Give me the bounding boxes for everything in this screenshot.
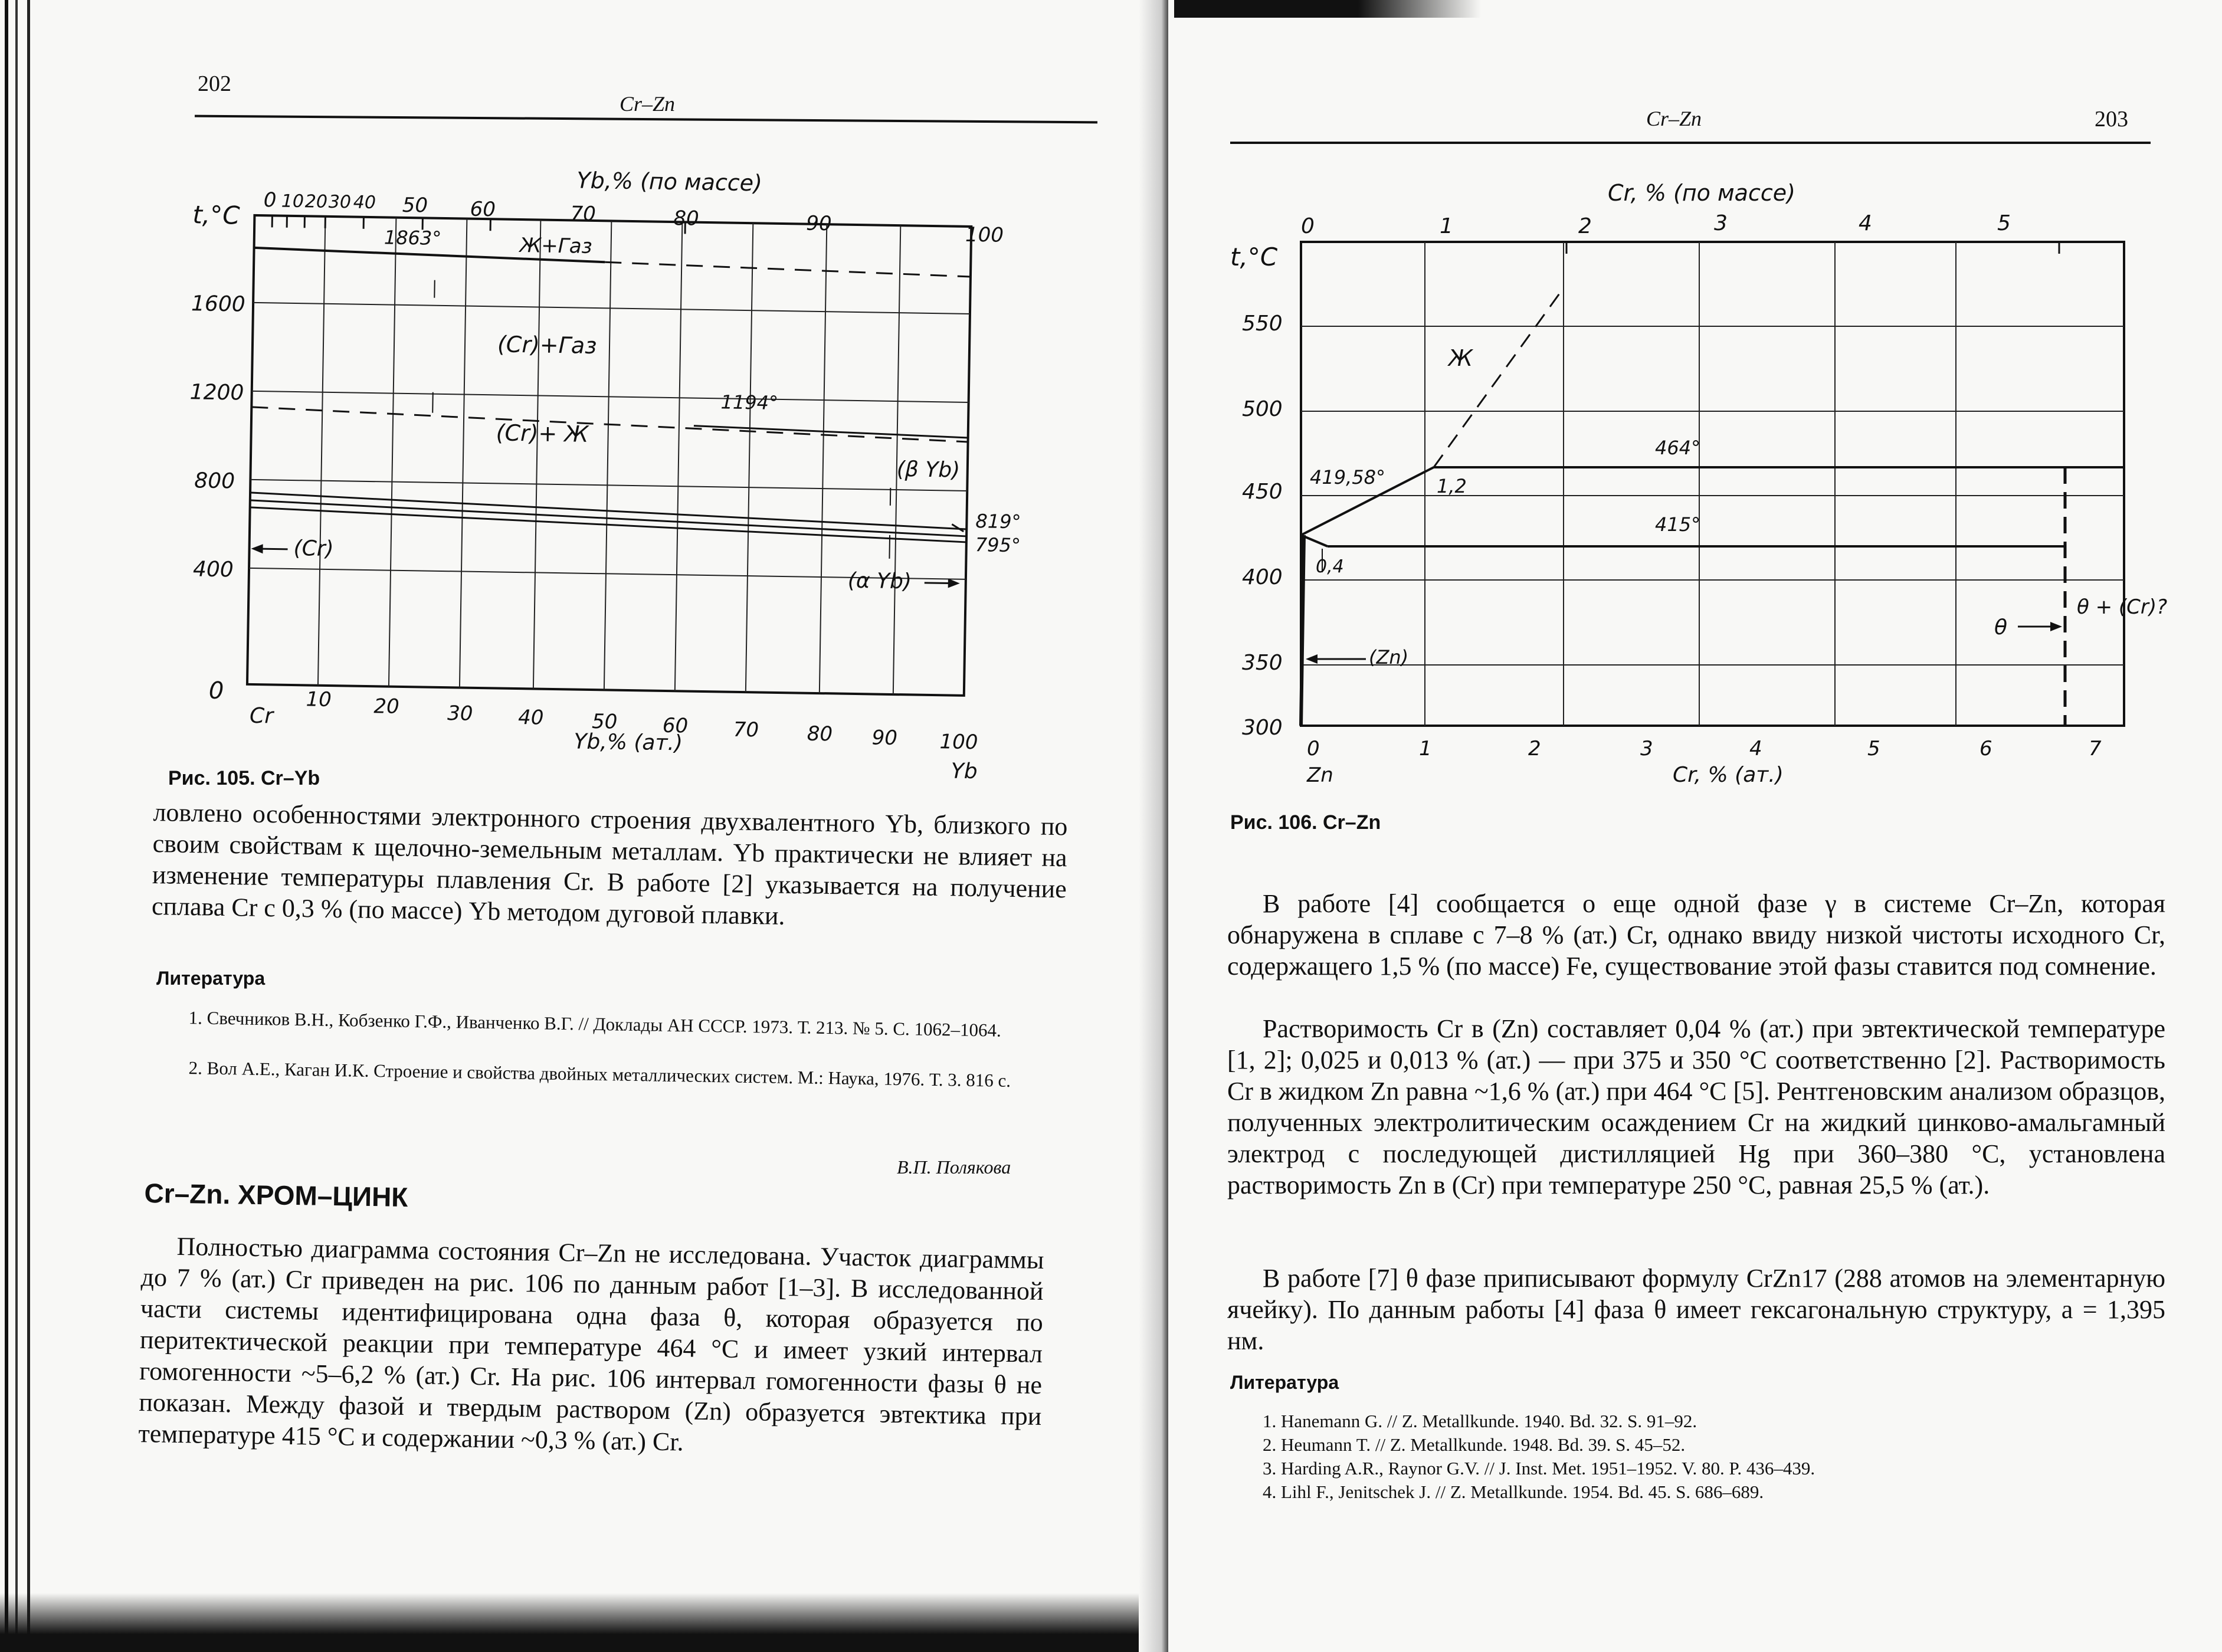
bottom-tick: 10 (306, 687, 332, 712)
page-edge-line (5, 0, 8, 1652)
y-axis-label: t,°C (192, 200, 240, 230)
y-tick-400: 400 (1242, 565, 1283, 589)
alpha-yb-line (250, 500, 967, 536)
references-heading: Литература (156, 968, 266, 989)
bottom-tick: 50 (591, 710, 618, 734)
reference-item: 2. Вол А.Е., Каган И.К. Строение и свойства двойных металлических систем. М.: Наука, 1976. Т. 3. 816 с. (188, 1057, 1011, 1091)
page-edge-line (15, 0, 18, 1652)
label-464: 464° (1655, 437, 1701, 459)
body-paragraph: Растворимость Cr в (Zn) составляет 0,04 % (ат.) при эвтектической температуре [1, 2]; 0,025 и 0,013 % (ат.) — при 375 и 350 °С соответственно [2]. Растворимость Cr в жидком Zn равна ~1,6 % (ат.) при 464 °С [5]. Рентгеновским анализом образцов, полученных электролитическим осаждением Cr на жидкий цинково-амальгамный электрод с последующей дистилляцией Hg при 360–380 °С, установлена растворимость Zn в (Cr) при температуре 250 °С, равная 25,5 % (ат.). (1227, 1014, 2165, 1199)
bottom-axis-label: Yb,% (ат.) (573, 729, 683, 756)
top-tick: 20 (304, 191, 328, 212)
left-element-label: Cr (249, 703, 274, 729)
bottom-tick: 60 (662, 713, 689, 738)
bottom-tick: 30 (447, 702, 473, 726)
plot-frame (247, 215, 971, 696)
label-theta-cr: θ + (Cr)? (2077, 595, 2168, 619)
bottom-tick: 70 (733, 717, 759, 742)
page-edge-line (27, 0, 30, 1652)
header-rule (1230, 142, 2151, 144)
bottom-tick: 2 (1528, 737, 1541, 761)
top-tick: 3 (1714, 211, 1728, 235)
y-tick-400: 400 (192, 557, 234, 582)
reference-item: 3. Harding A.R., Raynor G.V. // J. Inst. Met. 1951–1952. V. 80. P. 436–439. (1263, 1458, 1815, 1479)
bottom-tick: 1 (1419, 737, 1432, 761)
y-tick-0: 0 (208, 677, 224, 705)
y-tick-450: 450 (1242, 480, 1283, 504)
label-theta: θ (1994, 615, 2008, 640)
right-element-label: Yb (951, 759, 978, 784)
top-tick: 0 (263, 188, 277, 212)
top-tick: 100 (965, 222, 1004, 247)
top-tick: 40 (353, 192, 376, 214)
label-cr-gas: (Cr)+Газ (497, 331, 597, 359)
left-element-label: Zn (1307, 763, 1333, 785)
top-tick: 50 (402, 193, 428, 218)
top-tick: 90 (806, 211, 832, 236)
label-795: 795° (975, 533, 1021, 557)
y-axis-label: t,°C (1230, 242, 1278, 271)
bottom-tick: 3 (1640, 737, 1653, 761)
bottom-tick: 80 (807, 722, 833, 746)
scan-shadow (1174, 0, 1481, 18)
label-zn-phase: (Zn) (1369, 646, 1409, 668)
bottom-tick: 5 (1867, 737, 1880, 761)
section-paragraph: Полностью диаграмма состояния Cr–Zn не исследована. Участок диаграммы до 7 % (ат.) Cr приведен на рис. 106 по данным работ [1–3]. В исследованной части системы идентифицирована одна фаза θ, которая образуется по перитектической реакции при температуре 464 °С и имеет узкий интервал гомогенности ~5–6,2 % (ат.) Cr. На рис. 106 интервал гомогенности фазы θ не показан. Между фазой и твердым раствором (Zn) образуется эвтектика при температуре 415 °С и содержании ~0,3 % (ат.) Cr. (138, 1231, 1044, 1457)
label-1194: 1194° (720, 391, 779, 414)
bottom-tick: 7 (2089, 737, 2102, 761)
label-cr-phase: (Cr) (293, 536, 334, 562)
top-tick: 60 (470, 197, 496, 222)
top-tick: 30 (328, 191, 352, 213)
reference-item: 4. Lihl F., Jenitschek J. // Z. Metallkunde. 1954. Bd. 45. S. 686–689. (1263, 1481, 1764, 1502)
label-419: 419,58° (1310, 466, 1385, 489)
bottom-tick: 100 (939, 730, 978, 755)
label-cr-liquid: (Cr)+ Ж (496, 419, 589, 447)
y-tick-350: 350 (1242, 651, 1283, 675)
references-heading: Литература (1230, 1372, 1339, 1393)
label-0-4: 0,4 (1316, 556, 1344, 577)
reference-item: 1. Hanemann G. // Z. Metallkunde. 1940. Bd. 32. S. 91–92. (1263, 1411, 1697, 1431)
bottom-tick: 40 (517, 706, 544, 730)
label-1863: 1863° (384, 226, 442, 250)
y-tick-1600: 1600 (191, 291, 246, 317)
cr-liquidus-dashed (251, 407, 968, 442)
reference-item: 1. Свечников В.Н., Кобзенко Г.Ф., Иванченко В.Г. // Доклады АН СССР. 1973. Т. 213. № 5. С. 1062–1064. (188, 1007, 1002, 1041)
page-number: 203 (2095, 107, 2128, 132)
figure-106-caption: Рис. 106. Cr–Zn (1230, 811, 1381, 834)
y-tick-500: 500 (1242, 397, 1283, 421)
figure-105-diagram (189, 165, 1074, 785)
label-beta-yb: (β Yb) (896, 457, 961, 483)
top-tick: 0 (1301, 214, 1315, 238)
bottom-shadow (0, 1593, 1168, 1652)
top-tick: 4 (1859, 211, 1872, 235)
figure-105-caption: Рис. 105. Cr–Yb (168, 767, 320, 789)
label-liquid-gas: Ж+Газ (519, 233, 592, 258)
bottom-axis-label: Cr, % (ат.) (1673, 763, 1784, 785)
label-819: 819° (975, 510, 1021, 533)
y-tick-800: 800 (194, 468, 235, 494)
boiling-line-dashed (605, 262, 971, 277)
y-tick-1200: 1200 (189, 380, 244, 405)
label-alpha-yb: (α Yb) (847, 568, 912, 594)
body-paragraph: В работе [7] θ фазе приписывают формулу CrZn17 (288 атомов на элементарную ячейку). По данным работы [4] фаза θ имеет гексагональную структуру, a = 1,395 нм. (1227, 1264, 2165, 1355)
bottom-tick: 4 (1749, 737, 1762, 761)
bottom-tick: 6 (1980, 737, 1992, 761)
body-paragraph: ловлено особенностями электронного строения двухвалентного Yb, близкого по своим свойствам к щелочно-земельным металлам. Yb практически не влияет на изменение температуры плавления Cr. В работе [2] указывается на получение сплава Cr с 0,3 % (по массе) Yb методом дуговой плавки. (151, 797, 1068, 930)
right-page (1168, 0, 2222, 1652)
top-axis-label: Cr, % (по массе) (1608, 180, 1795, 206)
top-tick: 70 (570, 202, 597, 227)
vertical-gridlines (318, 217, 900, 694)
label-liquid: Ж (1448, 345, 1473, 371)
bottom-tick: 0 (1307, 737, 1320, 761)
reference-item: 2. Heumann T. // Z. Metallkunde. 1948. Bd. 39. S. 45–52. (1263, 1434, 1686, 1455)
top-tick: 80 (673, 206, 700, 231)
running-head: Cr–Zn (620, 92, 676, 116)
beta-yb-line (250, 493, 967, 529)
vertical-gridlines (1425, 242, 1956, 726)
label-415: 415° (1655, 513, 1701, 536)
top-tick: 2 (1578, 214, 1592, 238)
label-1-2: 1,2 (1437, 475, 1467, 497)
top-ticks (1566, 242, 2059, 254)
top-tick: 5 (1997, 211, 2011, 235)
y-tick-300: 300 (1242, 716, 1283, 740)
top-axis-label: Yb,% (по массе) (576, 167, 763, 196)
figure-106-diagram (1224, 171, 2168, 785)
section-title: Cr–Zn. ХРОМ–ЦИНК (144, 1177, 408, 1213)
running-head: Cr–Zn (1646, 107, 1702, 130)
bottom-tick: 20 (373, 694, 399, 719)
liquidus-dashed (1434, 292, 1561, 467)
top-tick: 10 (281, 191, 304, 212)
y-tick-550: 550 (1242, 312, 1283, 336)
body-paragraph: В работе [4] сообщается о еще одной фазе γ в системе Cr–Zn, которая обнаружена в сплаве с 7–8 % (ат.) Cr, однако ввиду низкой чистоты исходного Cr, содержащего 1,5 % (по массе) Fe, существование этой фазы ставится под сомнение. (1227, 889, 2165, 981)
page-number: 202 (198, 71, 231, 96)
top-tick: 1 (1440, 214, 1453, 238)
author-signature: В.П. Полякова (897, 1156, 1011, 1178)
bottom-tick: 90 (871, 726, 898, 750)
